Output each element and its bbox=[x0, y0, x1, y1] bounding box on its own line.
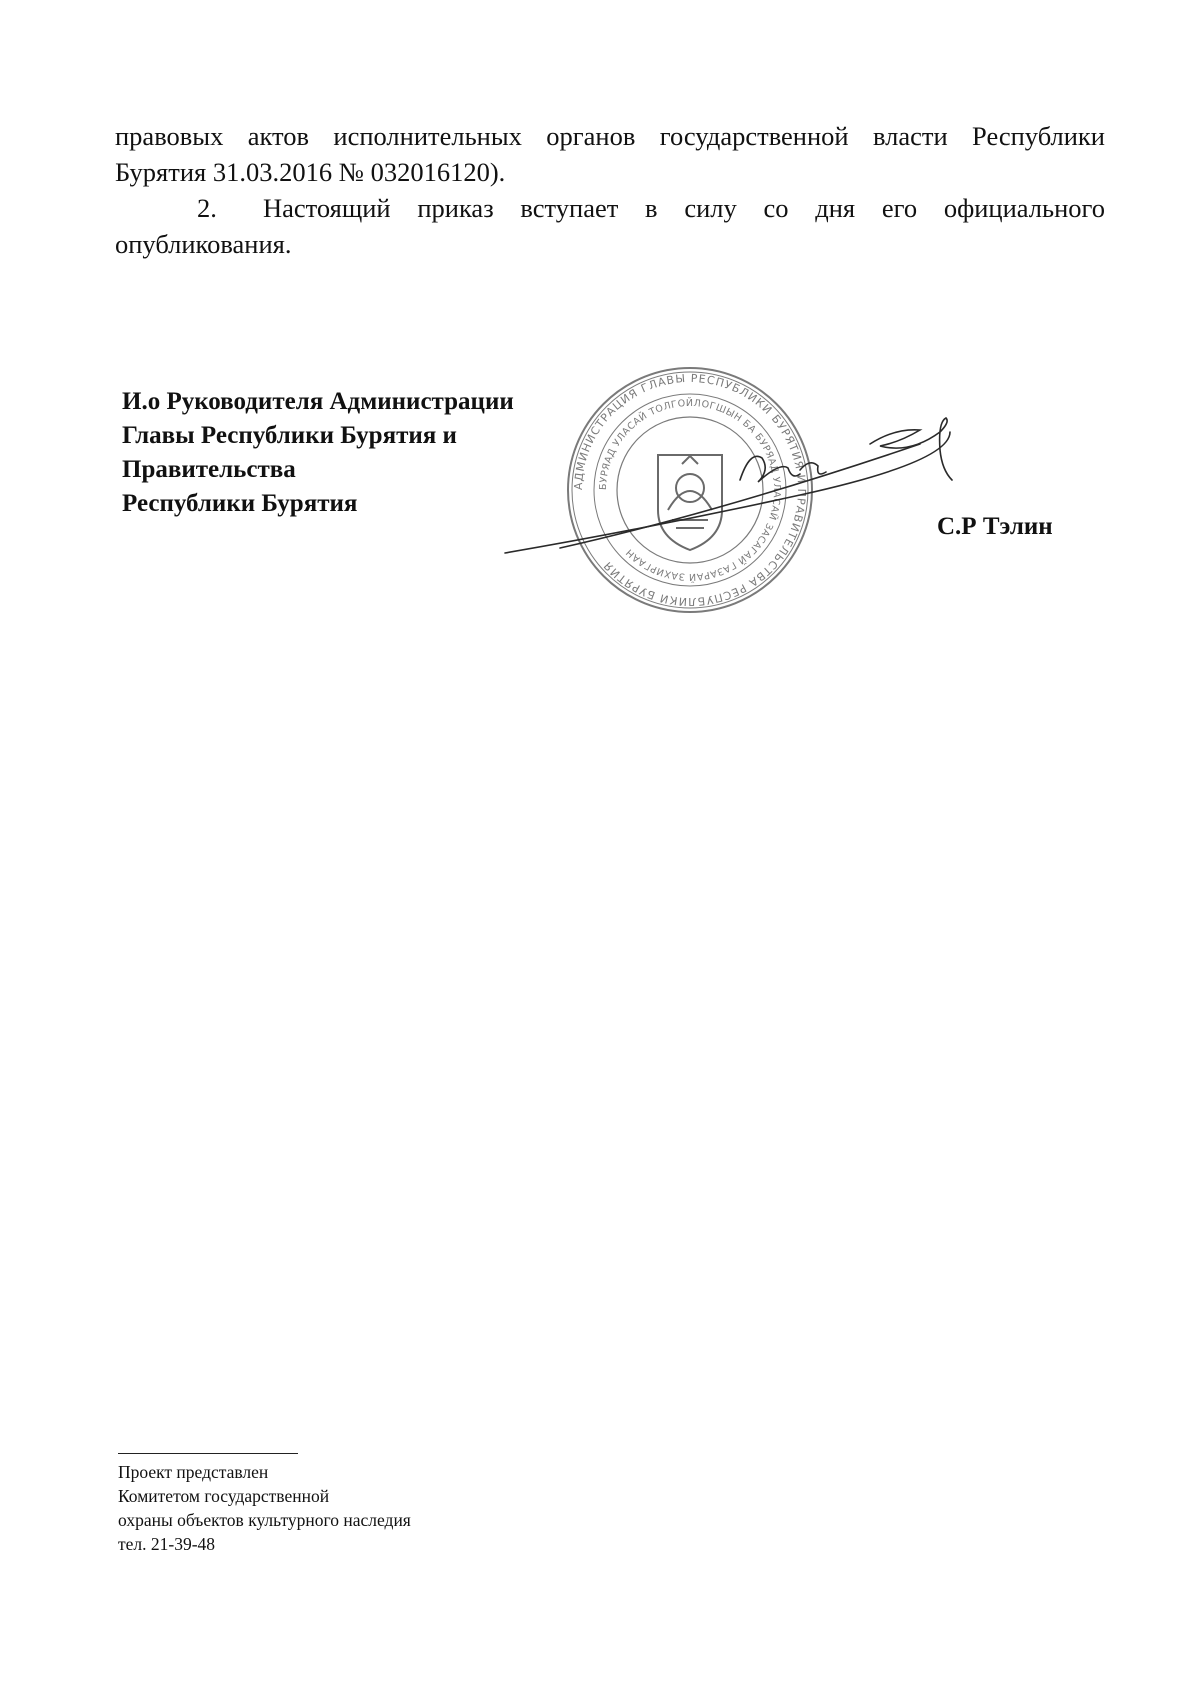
paragraph-1-line-2: Бурятия 31.03.2016 № 032016120). bbox=[115, 157, 506, 187]
item-2-line-1 bbox=[115, 190, 1105, 226]
signatory-name: С.Р Тэлин bbox=[937, 513, 1053, 540]
signatory-title-line-2: Главы Республики Бурятия и bbox=[122, 422, 457, 449]
footer-line-1: Проект представлен bbox=[118, 1462, 269, 1482]
signatory-title-line-1: И.о Руководителя Администрации bbox=[122, 388, 514, 415]
signatory-title-line-4: Республики Бурятия bbox=[122, 490, 358, 517]
body-text bbox=[115, 118, 1105, 190]
item-2-number: 2. bbox=[197, 193, 217, 223]
paragraph-1-line-1: правовых актов исполнительных органов государственной власти Республики bbox=[115, 121, 1105, 151]
signatory-title-line-3: Правительства bbox=[122, 456, 296, 483]
item-2-line-2: опубликования. bbox=[115, 229, 292, 259]
item-2-text: Настоящий приказ вступает в силу со дня его официального bbox=[263, 193, 1105, 223]
footer-divider bbox=[118, 1453, 298, 1454]
footer-phone: тел. 21-39-48 bbox=[118, 1534, 216, 1554]
item-2 bbox=[115, 190, 1105, 262]
signatory-title bbox=[122, 385, 514, 521]
footer-line-2: Комитетом государственной bbox=[118, 1486, 330, 1506]
handwritten-signature bbox=[500, 410, 1010, 570]
seal-inner-text: БУРЯАД УЛАСАЙ ТОЛГОЙЛОГШЫН БА БУРЯАД УЛАСАЙ ЗАСАГАЙ ГАЗАРАЙ ЗАХИРГААН bbox=[597, 397, 783, 583]
seal-outer-text: АДМИНИСТРАЦИЯ ГЛАВЫ РЕСПУБЛИКИ БУРЯТИЯ И ПРАВИТЕЛЬСТВА РЕСПУБЛИКИ БУРЯТИЯ bbox=[571, 371, 809, 609]
footer-note bbox=[118, 1460, 411, 1556]
footer-line-3: охраны объектов культурного наследия bbox=[118, 1510, 411, 1530]
